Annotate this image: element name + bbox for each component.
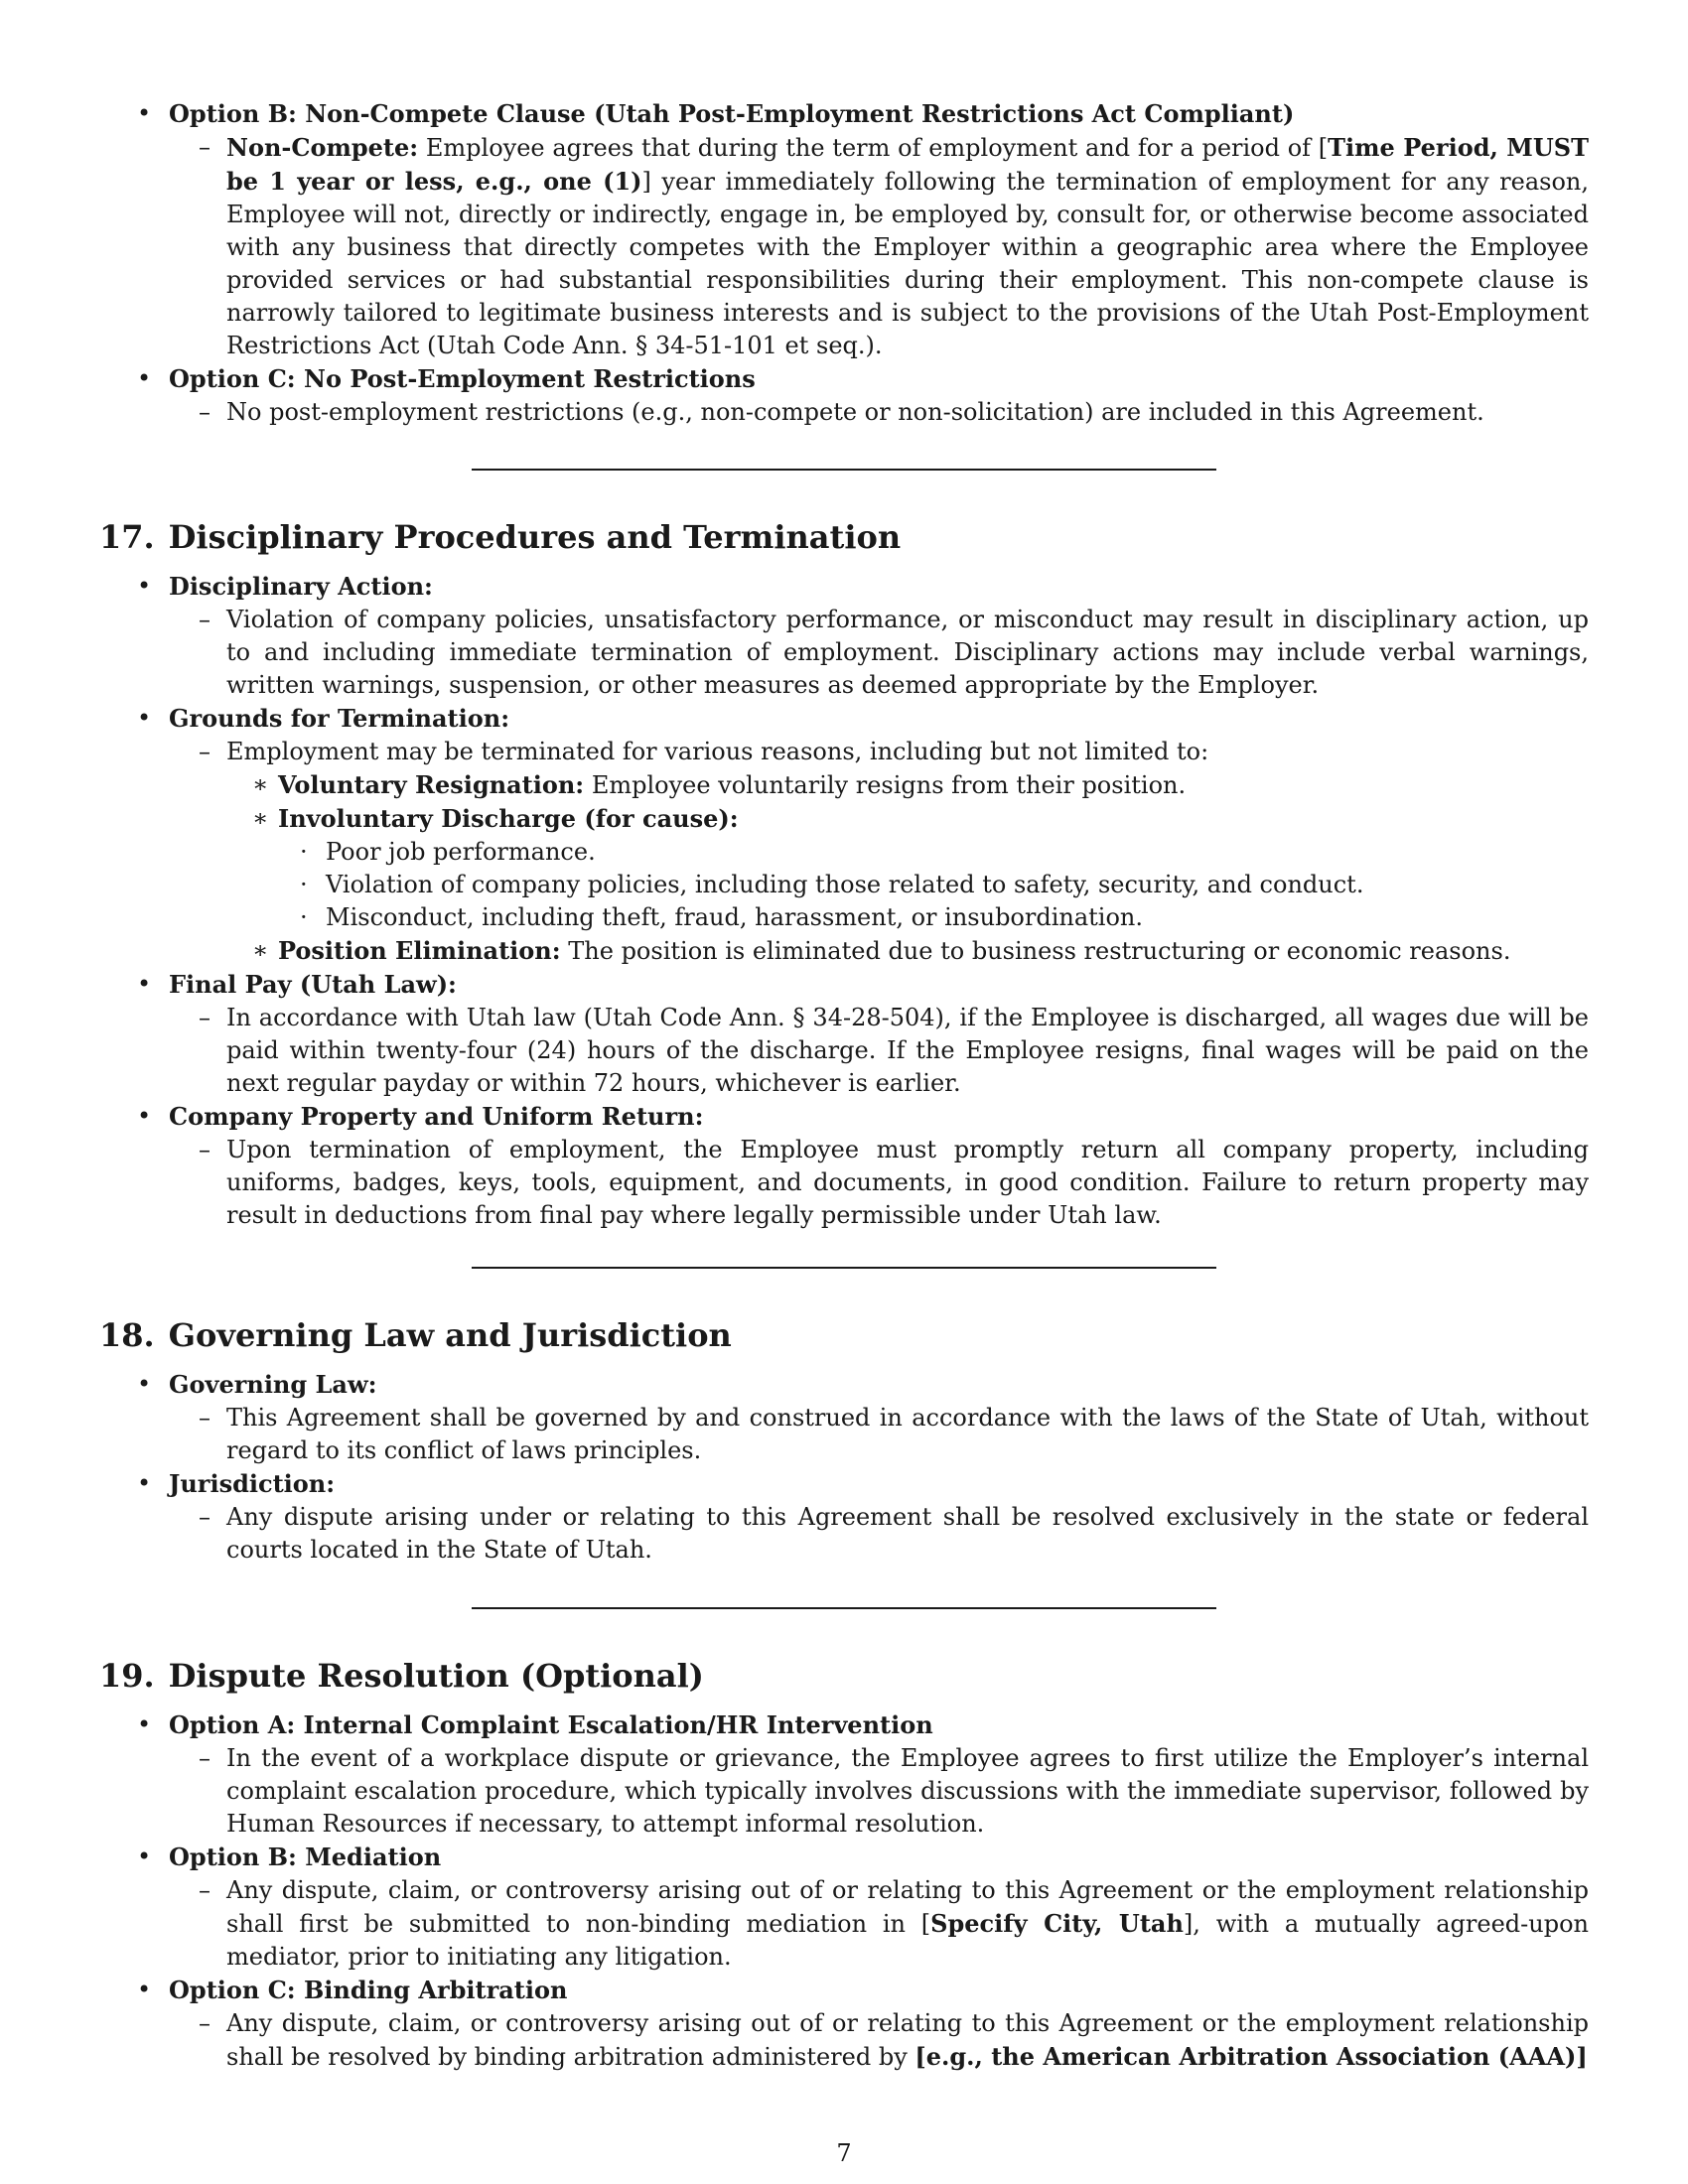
voluntary-resignation: ∗ Voluntary Resignation: Employee voluntarily resigns from their position. [226,768,1589,802]
final-pay [99,968,1589,1100]
involuntary-item: · Violation of company policies, including those related to safety, security, and conduct. [278,869,1589,901]
governing-law-text: – This Agreement shall be governed by and construed in accordance with the laws of the State of Utah, without regard to its conflict of laws principles. [169,1402,1589,1467]
involuntary-item: · Poor job performance. [278,836,1589,869]
non-compete-text-1: Employee agrees that during the term of employment and for a period of [ [425,134,1329,162]
non-compete-label: Non-Compete: [226,133,419,162]
section-19-heading: 19. Dispute Resolution (Optional) [99,1657,704,1695]
dispute-option-a-title: Option A: Internal Complaint Escalation/HR Intervention [169,1710,933,1739]
governing-law-label: Governing Law: [169,1370,377,1399]
dispute-option-a-text: – In the event of a workplace dispute or grievance, the Employee agrees to first utilize the Employer’s internal complaint escalation procedure, which typically involves discussions with the immediate supervisor, followed by Human Resources if necessary, to attempt informal resolution. [169,1742,1589,1841]
section-17 [99,517,1589,1232]
involuntary-item: · Misconduct, including theft, fraud, harassment, or insubordination. [278,901,1589,934]
jurisdiction-label: Jurisdiction: [169,1469,336,1498]
non-compete-clause [169,131,1589,362]
option-b-title: Option B: Non-Compete Clause (Utah Post-Employment Restrictions Act Compliant) [169,99,1295,128]
dispute-option-c-title: Option C: Binding Arbitration [169,1976,568,2004]
property-label: Company Property and Uniform Return: [169,1102,704,1131]
dispute-option-a [99,1708,1589,1841]
option-c-title: Option C: No Post-Employment Restrictions [169,364,756,393]
section-19 [99,1656,1589,2074]
grounds-intro: Employment may be terminated for various reasons, including but not limited to: [226,738,1209,765]
dispute-option-b [99,1841,1589,1974]
option-c-text: – No post-employment restrictions (e.g., non-compete or non-solicitation) are included in this Agreement. [169,396,1589,429]
non-compete-text-2: ] year immediately following the termination of employment for any reason, Employee will not, directly or indirectly, engage in, be employed by, consult for, or otherwise become associated with any business that directly competes with the Employer within a geographic area where the Employee provided services or had substantial responsibilities during their employment. This non-compete clause is narrowly tailored to legitimate business interests and is subject to the provisions of the Utah Post-Employment Restrictions Act (Utah Code Ann. § 34-51-101 et seq.). [226,168,1590,359]
position-elimination: ∗ Position Elimination: The position is eliminated due to business restructuring or economic reasons. [226,934,1589,968]
governing-law [99,1368,1589,1467]
involuntary-discharge: ∗ Involuntary Discharge (for cause): · Poor job performance. · Violation of company policies, including those related to safety, security, and conduct. · Misconduct, including theft, fraud, harassment, or insubordination. [226,802,1589,934]
grounds-label: Grounds for Termination: [169,704,510,733]
option-b-non-compete [99,97,1589,362]
document-page [99,97,1589,429]
non-compete-placeholder: Time Period, MUST be 1 year or less, e.g., one (1) [226,133,1589,196]
grounds-for-termination [99,702,1589,968]
disciplinary-text: – Violation of company policies, unsatisfactory performance, or misconduct may result in disciplinary action, up to and including immediate termination of employment. Disciplinary actions may include verbal warnings, written warnings, suspension, or other measures as deemed appropriate by the Employer. [169,604,1589,702]
jurisdiction-text: – Any dispute arising under or relating to this Agreement shall be resolved exclusively in the state or federal courts located in the State of Utah. [169,1501,1589,1567]
final-pay-label: Final Pay (Utah Law): [169,970,457,999]
disciplinary-label: Disciplinary Action: [169,572,433,601]
company-property [99,1100,1589,1232]
section-divider [472,1607,1216,1609]
dispute-option-b-title: Option B: Mediation [169,1843,442,1871]
post-employment-options [99,97,1589,429]
section-18-heading: 18. Governing Law and Jurisdiction [99,1316,732,1354]
grounds-list [169,736,1589,968]
page-number: 7 [836,2139,852,2167]
dispute-option-c [99,1974,1589,2074]
final-pay-text: – In accordance with Utah law (Utah Code Ann. § 34-28-504), if the Employee is discharged, all wages due will be paid within twenty-four (24) hours of the discharge. If the Employee resigns, final wages will be paid on the next regular payday or within 72 hours, whichever is earlier. [169,1002,1589,1100]
jurisdiction [99,1467,1589,1567]
property-text: – Upon termination of employment, the Employee must promptly return all company property, including uniforms, badges, keys, tools, equipment, and documents, in good condition. Failure to return property may result in deductions from final pay where legally permissible under Utah law. [169,1134,1589,1232]
option-c-no-restrictions [99,362,1589,429]
section-divider [472,469,1216,471]
section-18 [99,1315,1589,1567]
dispute-option-b-text: – Any dispute, claim, or controversy arising out of or relating to this Agreement or the employment relationship shall first be submitted to non-binding mediation in [Specify City, Utah], with a mutually agreed-upon mediator, prior to initiating any litigation. [169,1874,1589,1974]
dispute-option-c-text: – Any dispute, claim, or controversy arising out of or relating to this Agreement or the employment relationship shall be resolved by binding arbitration administered by [e.g., the American Arbitration Association (AAA)] [169,2007,1589,2074]
disciplinary-action [99,570,1589,702]
section-divider [472,1267,1216,1269]
section-17-heading: 17. Disciplinary Procedures and Termination [99,518,902,556]
